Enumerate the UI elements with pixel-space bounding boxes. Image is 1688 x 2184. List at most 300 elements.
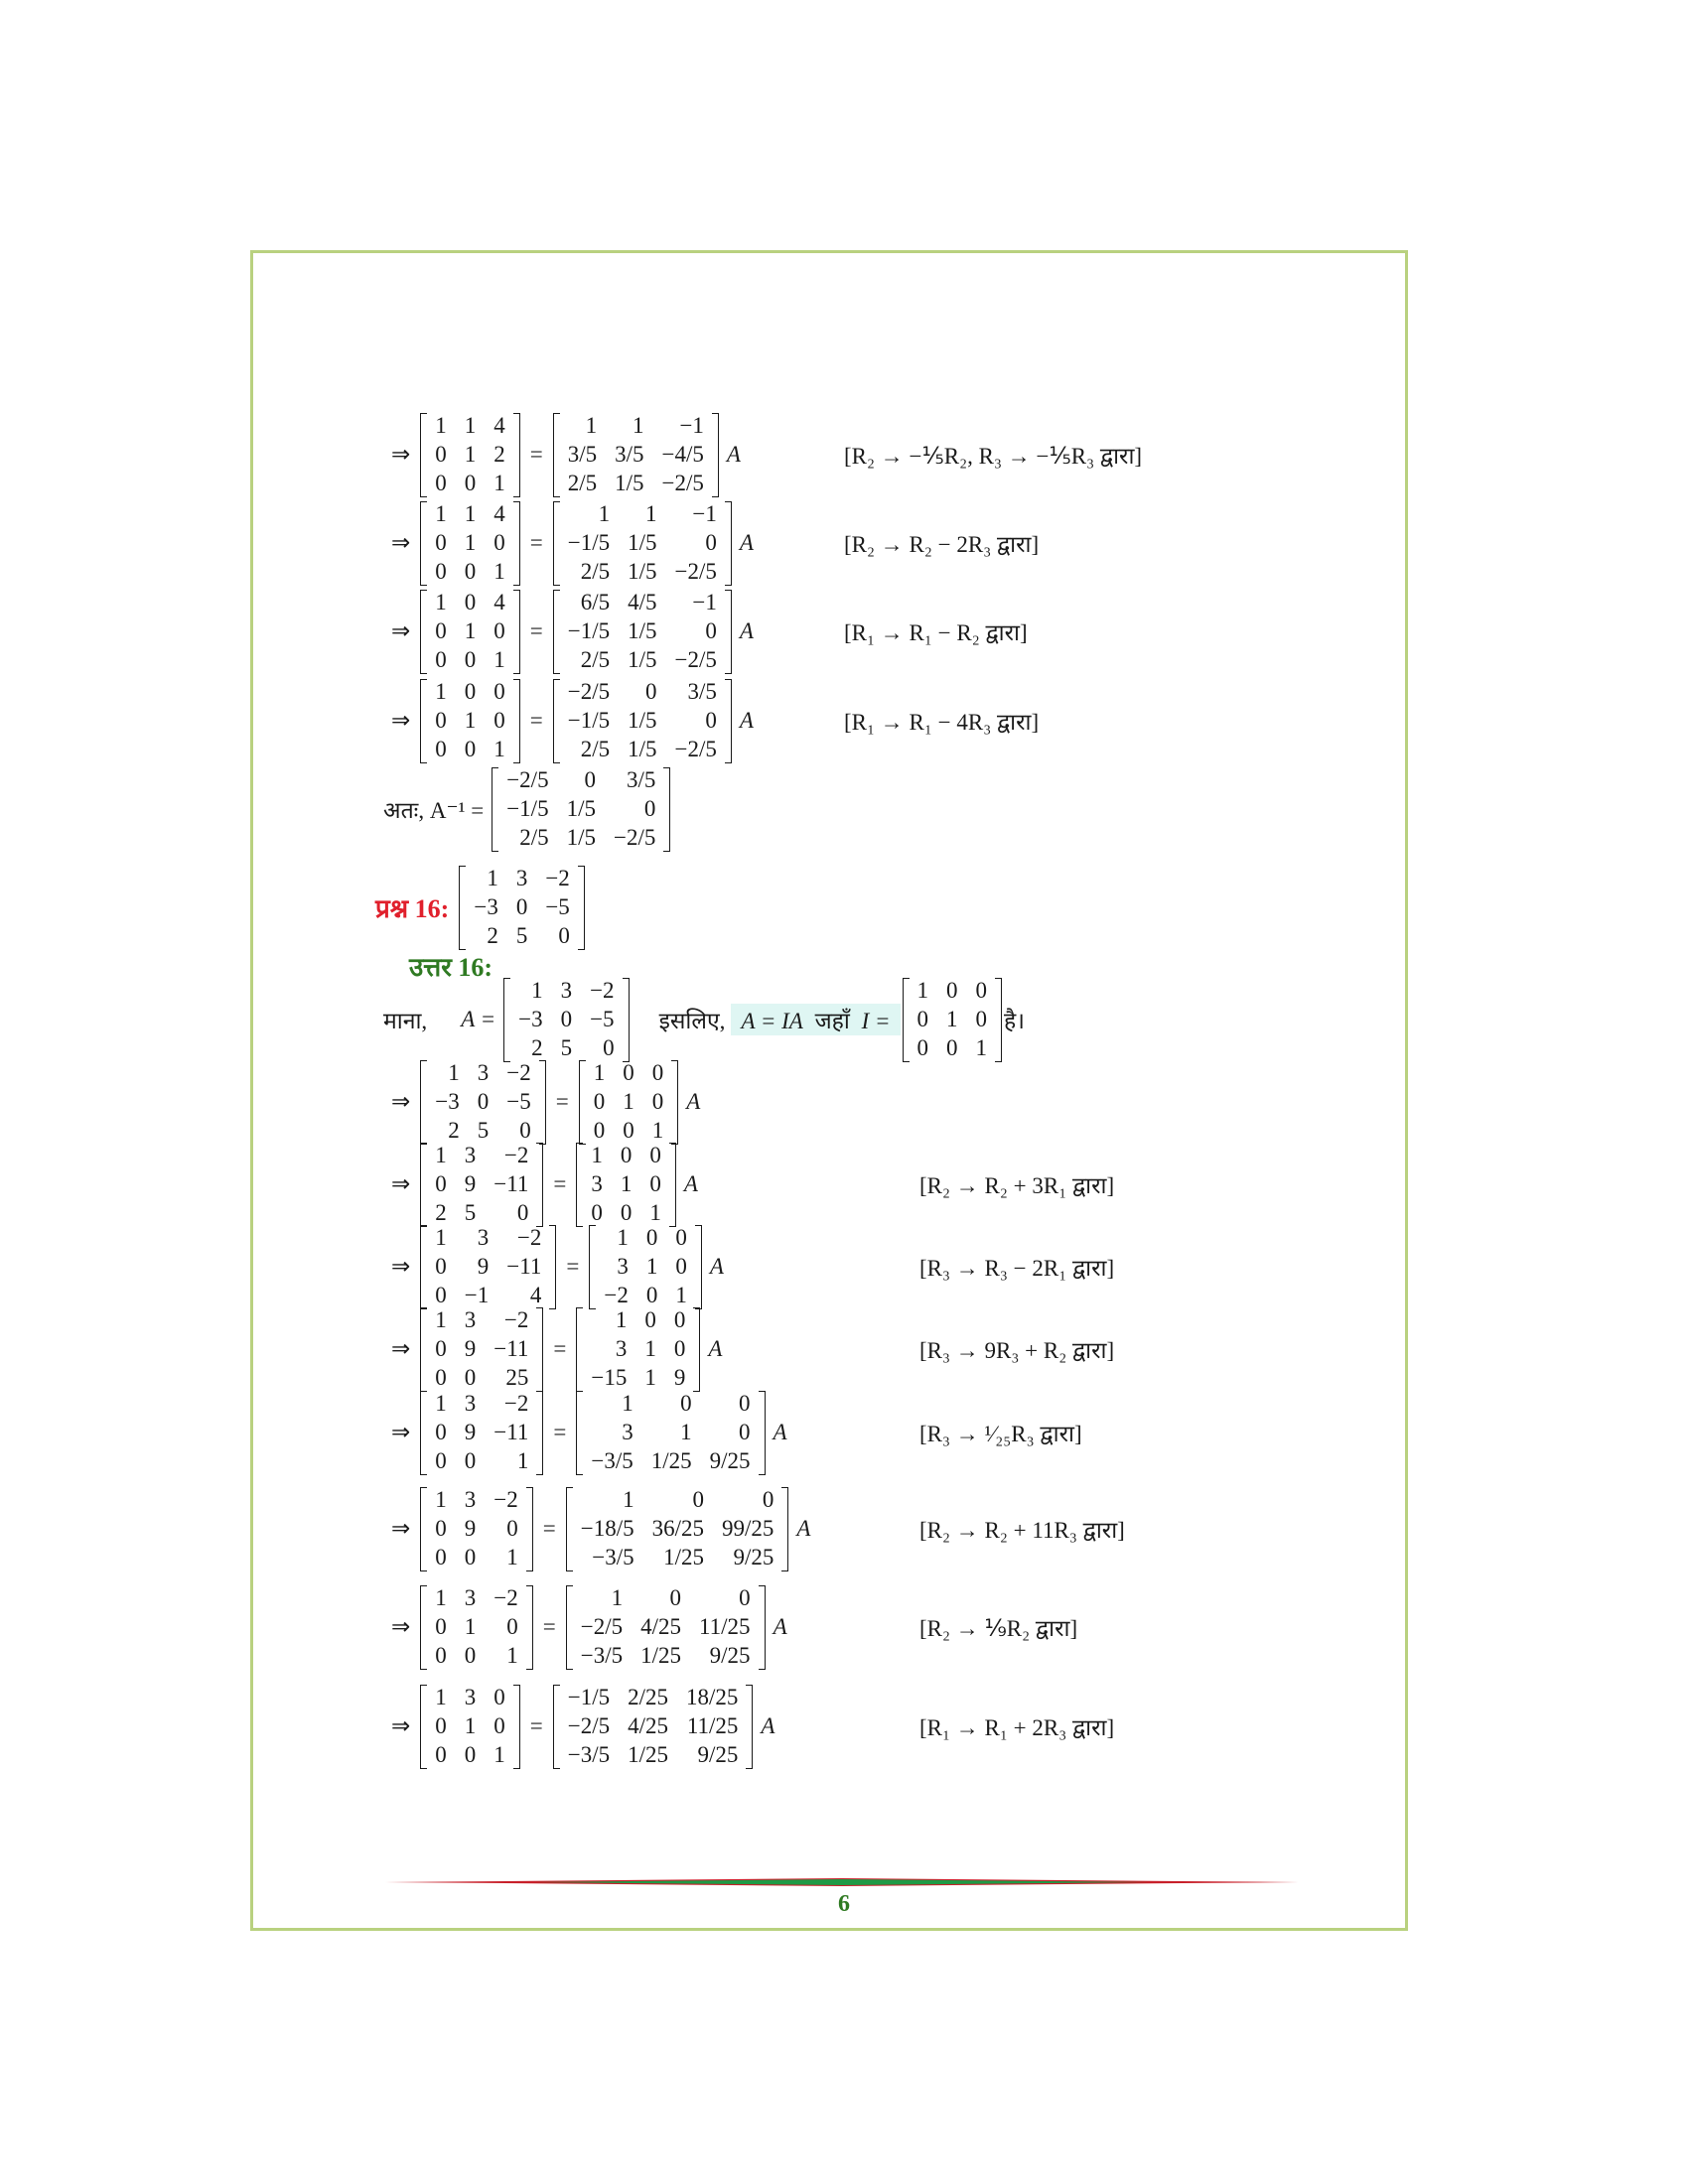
- matrix-cell: −2/5: [506, 767, 549, 792]
- lhs-matrix: [420, 1390, 543, 1476]
- matrix-cell: 0: [464, 559, 477, 584]
- lhs-matrix: [420, 1584, 532, 1671]
- inverse-result: [383, 764, 672, 854]
- matrix-cell: 4/5: [628, 590, 657, 614]
- matrix-cell: 0: [645, 679, 657, 704]
- question-16: [375, 863, 587, 952]
- matrix-cell: −2: [604, 1283, 629, 1307]
- matrix-cell: 1: [644, 1365, 656, 1390]
- implies-arrow: ⇒: [391, 1614, 411, 1639]
- row-operation-note: [R₂ → ⅑R₂ द्वारा]: [919, 1616, 1078, 1641]
- lhs-matrix: [420, 412, 520, 498]
- matrix-cell: 2/5: [567, 471, 598, 495]
- matrix-cell: 0: [435, 1448, 447, 1473]
- matrix-cell: 9: [464, 1420, 477, 1444]
- matrix-cell: 0: [620, 1200, 633, 1225]
- matrix-a-symbol: A: [739, 618, 754, 643]
- matrix-cell: 3: [515, 866, 528, 890]
- matrix-cell: 0: [435, 737, 447, 761]
- matrix-cell: 0: [477, 1089, 490, 1114]
- matrix-cell: 4/25: [628, 1713, 669, 1738]
- rhs-matrix: [553, 500, 732, 587]
- matrix-cell: −2/5: [674, 737, 717, 761]
- row-operation-note: [R₃ → 9R₃ + R₂ द्वारा]: [919, 1338, 1115, 1363]
- matrix-cell: 0: [464, 1742, 477, 1767]
- matrix-cell: −2: [503, 1391, 529, 1416]
- inverse-matrix: [492, 766, 670, 853]
- matrix-cell: 3: [464, 1487, 477, 1512]
- is-word: है।: [1004, 1009, 1025, 1033]
- matrix-a-symbol: A: [686, 1089, 701, 1114]
- matrix-cell: 0: [603, 1035, 615, 1060]
- matrix-cell: 1: [975, 1035, 987, 1060]
- equals-sign: =: [529, 618, 543, 643]
- matrix-cell: 11/25: [686, 1713, 739, 1738]
- matrix-cell: 2/5: [519, 825, 549, 850]
- matrix-cell: 1: [464, 708, 477, 733]
- implies-arrow: ⇒: [391, 708, 411, 733]
- matrix-cell: 2/5: [580, 559, 611, 584]
- matrix-cell: 0: [916, 1035, 928, 1060]
- matrix-cell: −1: [692, 590, 717, 614]
- derivation-step: [383, 1484, 1125, 1573]
- lhs-matrix: [420, 1224, 556, 1310]
- matrix-cell: 1: [493, 647, 505, 672]
- matrix-cell: 9/25: [709, 1448, 751, 1473]
- matrix-cell: 0: [584, 767, 596, 792]
- matrix-cell: 1: [435, 1225, 447, 1250]
- matrix-cell: 0: [435, 1545, 447, 1570]
- matrix-cell: −3: [474, 894, 498, 919]
- row-operation-note: [R₁ → R₁ + 2R₃ द्वारा]: [919, 1715, 1115, 1740]
- matrix-cell: 1/25: [650, 1448, 692, 1473]
- matrix-cell: 0: [435, 647, 447, 672]
- matrix-cell: 0: [519, 1118, 531, 1143]
- matrix-cell: 1: [448, 1060, 460, 1085]
- matrix-cell: 0: [435, 1713, 447, 1738]
- row-operation-note: [R₃ → ¹⁄₂₅R₃ द्वारा]: [919, 1422, 1082, 1446]
- matrix-cell: −2: [493, 1585, 518, 1610]
- matrix-cell: 0: [493, 1685, 505, 1709]
- a-equals: A =: [461, 1007, 496, 1031]
- matrix-cell: 0: [649, 1143, 661, 1167]
- matrix-cell: 0: [673, 1336, 686, 1361]
- matrix-cell: 99/25: [722, 1516, 774, 1541]
- matrix-cell: 0: [593, 1118, 606, 1143]
- highlighted-equation: [731, 1004, 900, 1035]
- matrix-cell: 0: [464, 737, 477, 761]
- matrix-cell: 1: [585, 413, 598, 438]
- matrix-cell: 2/5: [580, 647, 611, 672]
- matrix-cell: −3/5: [592, 1545, 634, 1570]
- matrix-cell: 0: [464, 647, 477, 672]
- matrix-cell: −2/5: [661, 471, 704, 495]
- matrix-cell: 1: [464, 501, 477, 526]
- matrix-cell: 1: [623, 1487, 634, 1512]
- matrix-cell: 0: [493, 618, 505, 643]
- matrix-cell: 0: [680, 1391, 692, 1416]
- matrix-cell: 1: [591, 1143, 603, 1167]
- matrix-cell: 0: [975, 978, 987, 1003]
- matrix-cell: 3: [464, 1685, 477, 1709]
- matrix-cell: 3/5: [626, 767, 656, 792]
- matrix-cell: 1: [435, 413, 447, 438]
- matrix-cell: 9/25: [697, 1742, 739, 1767]
- matrix-cell: 0: [692, 1487, 705, 1512]
- matrix-cell: 3/5: [615, 442, 644, 467]
- matrix-cell: −2/5: [674, 647, 717, 672]
- matrix-cell: 0: [643, 796, 656, 821]
- derivation-step: [383, 587, 1028, 676]
- rhs-matrix: [553, 412, 719, 498]
- matrix-cell: 1: [435, 590, 447, 614]
- rhs-matrix: [566, 1584, 766, 1671]
- matrix-cell: 1: [645, 1254, 658, 1279]
- matrix-cell: 3/5: [567, 442, 598, 467]
- matrix-cell: 0: [644, 1307, 656, 1332]
- matrix-cell: 0: [464, 590, 477, 614]
- equals-sign: =: [529, 530, 543, 555]
- lhs-matrix: [420, 1306, 543, 1393]
- matrix-cell: 2: [487, 923, 498, 948]
- matrix-cell: 0: [435, 1742, 447, 1767]
- matrix-cell: −3: [435, 1089, 460, 1114]
- matrix-cell: 1/5: [628, 647, 657, 672]
- implies-arrow: ⇒: [391, 1171, 411, 1196]
- matrix-cell: −5: [506, 1089, 531, 1114]
- matrix-cell: 1/5: [615, 471, 644, 495]
- matrix-cell: 1: [623, 1089, 634, 1114]
- matrix-cell: 5: [515, 923, 528, 948]
- matrix-cell: 0: [464, 679, 477, 704]
- matrix-cell: 0: [739, 1585, 751, 1610]
- matrix-cell: 0: [493, 708, 505, 733]
- implies-arrow: ⇒: [391, 1420, 411, 1444]
- matrix-cell: 2/25: [628, 1685, 669, 1709]
- matrix-cell: 0: [435, 708, 447, 733]
- implies-arrow: ⇒: [391, 530, 411, 555]
- matrix-cell: 3: [617, 1254, 629, 1279]
- matrix-cell: 0: [464, 1448, 477, 1473]
- question-label: प्रश्न 16:: [375, 894, 450, 923]
- matrix-cell: 9: [464, 1171, 477, 1196]
- matrix-cell: 1: [593, 1060, 606, 1085]
- matrix-cell: 0: [560, 1007, 573, 1031]
- matrix-cell: 0: [435, 1365, 447, 1390]
- matrix-cell: 2: [493, 442, 505, 467]
- matrix-cell: −1/5: [567, 1685, 611, 1709]
- matrix-cell: 0: [705, 530, 717, 555]
- matrix-cell: −15: [591, 1365, 628, 1390]
- matrix-cell: 4: [493, 501, 505, 526]
- matrix-cell: 0: [669, 1585, 682, 1610]
- rhs-matrix: [576, 1306, 700, 1393]
- matrix-cell: 0: [493, 1713, 505, 1738]
- matrix-cell: 0: [435, 1171, 447, 1196]
- equals-sign: =: [553, 1336, 567, 1361]
- matrix-cell: 1/5: [628, 530, 657, 555]
- rhs-matrix: [579, 1059, 679, 1146]
- matrix-cell: −2: [516, 1225, 542, 1250]
- equals-sign: =: [553, 1420, 567, 1444]
- matrix-cell: 1: [946, 1007, 958, 1031]
- matrix-cell: −2: [545, 866, 570, 890]
- answer-label: उत्तर 16:: [409, 953, 493, 982]
- lhs-matrix: [420, 589, 520, 675]
- matrix-a-symbol: A: [709, 1254, 724, 1279]
- rhs-matrix: [553, 589, 732, 675]
- implies-arrow: ⇒: [391, 1713, 411, 1738]
- matrix-a-symbol: A: [739, 708, 754, 733]
- matrix-cell: 0: [435, 471, 447, 495]
- rhs-matrix: [553, 1684, 754, 1770]
- matrix-cell: 4: [529, 1283, 542, 1307]
- matrix-cell: 1: [633, 413, 644, 438]
- matrix-cell: 0: [975, 1007, 987, 1031]
- matrix-cell: 1: [493, 471, 505, 495]
- matrix-cell: 1/5: [628, 559, 657, 584]
- matrix-cell: −2/5: [613, 825, 656, 850]
- matrix-cell: −2: [503, 1143, 529, 1167]
- matrix-cell: 1: [506, 1643, 518, 1668]
- matrix-cell: 0: [645, 1225, 658, 1250]
- matrix-cell: 1: [611, 1585, 624, 1610]
- matrix-cell: 9/25: [733, 1545, 774, 1570]
- matrix-cell: 1: [435, 1307, 447, 1332]
- lhs-matrix: [420, 678, 520, 764]
- matrix-cell: 1: [493, 559, 505, 584]
- implies-arrow: ⇒: [391, 1254, 411, 1279]
- matrix-cell: 0: [464, 471, 477, 495]
- row-operation-note: [R₂ → R₂ + 3R₁ द्वारा]: [919, 1173, 1115, 1198]
- implies-arrow: ⇒: [391, 1089, 411, 1114]
- lhs-matrix: [420, 1486, 532, 1572]
- matrix-cell: 3: [477, 1225, 490, 1250]
- matrix-cell: −2/5: [580, 1614, 624, 1639]
- matrix-cell: 0: [623, 1118, 634, 1143]
- matrix-cell: 0: [675, 1225, 687, 1250]
- matrix-cell: 9: [673, 1365, 686, 1390]
- matrix-a-symbol: A: [773, 1420, 787, 1444]
- matrix-cell: 1: [435, 1391, 447, 1416]
- matrix-cell: 5: [477, 1118, 490, 1143]
- matrix-cell: 0: [464, 1545, 477, 1570]
- matrix-cell: 0: [762, 1487, 774, 1512]
- rhs-matrix: [566, 1486, 789, 1572]
- matrix-cell: 0: [705, 708, 717, 733]
- matrix-cell: 3: [464, 1585, 477, 1610]
- matrix-cell: 9: [477, 1254, 490, 1279]
- equals-sign: =: [542, 1614, 556, 1639]
- matrix-cell: 1: [435, 679, 447, 704]
- implies-arrow: ⇒: [391, 442, 411, 467]
- row-operation-note: [R₃ → R₃ − 2R₁ द्वारा]: [919, 1256, 1115, 1281]
- matrix-cell: −1: [692, 501, 717, 526]
- matrix-cell: 1/25: [640, 1643, 682, 1668]
- matrix-cell: 1: [675, 1283, 687, 1307]
- matrix-cell: 1: [622, 1391, 633, 1416]
- matrix-cell: 3: [464, 1307, 477, 1332]
- matrix-cell: 0: [593, 1089, 606, 1114]
- matrix-cell: 3: [477, 1060, 490, 1085]
- matrix-cell: −2: [503, 1307, 529, 1332]
- derivation-step: [383, 1388, 1082, 1477]
- matrix-cell: −3/5: [580, 1643, 624, 1668]
- equals-sign: =: [566, 1254, 580, 1279]
- matrix-cell: 0: [623, 1060, 634, 1085]
- matrix-cell: 25: [505, 1365, 529, 1390]
- matrix-cell: 3/5: [687, 679, 717, 704]
- inverse-label: अतः, A⁻¹ =: [383, 798, 485, 823]
- matrix-cell: 1/25: [628, 1742, 669, 1767]
- matrix-cell: 3: [622, 1420, 633, 1444]
- matrix-cell: 9/25: [709, 1643, 751, 1668]
- matrix-cell: 0: [645, 1283, 658, 1307]
- row-operation-note: [R₂ → R₂ − 2R₃ द्वारा]: [844, 532, 1040, 557]
- matrix-a-symbol: A: [773, 1614, 787, 1639]
- matrix-cell: −11: [493, 1171, 529, 1196]
- matrix-cell: 0: [464, 1643, 477, 1668]
- derivation-step: [383, 676, 1040, 765]
- matrix-cell: 0: [739, 1420, 751, 1444]
- matrix-cell: 0: [620, 1143, 633, 1167]
- matrix-cell: 1/5: [628, 618, 657, 643]
- let-word: माना,: [383, 1009, 428, 1033]
- matrix-cell: 0: [464, 1365, 477, 1390]
- matrix-cell: 0: [435, 1614, 447, 1639]
- matrix-cell: 1: [487, 866, 498, 890]
- page-number: 6: [838, 1891, 850, 1917]
- matrix-cell: −1/5: [506, 796, 549, 821]
- matrix-cell: 2/5: [580, 737, 611, 761]
- row-operation-note: [R₂ → R₂ + 11R₃ द्वारा]: [919, 1518, 1125, 1543]
- matrix-cell: 4: [493, 413, 505, 438]
- matrix-cell: 0: [435, 1254, 447, 1279]
- matrix-cell: 1: [464, 1614, 477, 1639]
- derivation-step: [383, 410, 1143, 499]
- implies-arrow: ⇒: [391, 618, 411, 643]
- matrix-cell: −2/5: [567, 679, 611, 704]
- matrix-cell: 1: [598, 501, 611, 526]
- matrix-cell: −2: [590, 978, 615, 1003]
- matrix-cell: −3: [518, 1007, 543, 1031]
- matrix-cell: 0: [516, 1200, 529, 1225]
- matrix-cell: 0: [649, 1171, 661, 1196]
- matrix-a-symbol: A: [761, 1713, 775, 1738]
- matrix-cell: 1: [615, 1307, 628, 1332]
- matrix-cell: 9: [464, 1336, 477, 1361]
- matrix-cell: −3/5: [591, 1448, 633, 1473]
- footer-divider: [385, 1878, 1299, 1886]
- therefore-word: इसलिए,: [658, 1009, 726, 1033]
- matrix-cell: 1: [645, 501, 657, 526]
- matrix-cell: 1: [620, 1171, 633, 1196]
- matrix-a-symbol: A: [708, 1336, 723, 1361]
- matrix-cell: 1: [435, 1585, 447, 1610]
- matrix-cell: −3/5: [567, 1742, 611, 1767]
- matrix-cell: 4/25: [640, 1614, 682, 1639]
- matrix-cell: 1: [617, 1225, 629, 1250]
- matrix-cell: 0: [506, 1516, 518, 1541]
- matrix-cell: 3: [615, 1336, 628, 1361]
- matrix-cell: 1/25: [663, 1545, 705, 1570]
- matrix-cell: 5: [560, 1035, 573, 1060]
- matrix-cell: 3: [560, 978, 573, 1003]
- implies-arrow: ⇒: [391, 1516, 411, 1541]
- lhs-matrix: [420, 1142, 543, 1228]
- matrix-cell: 3: [464, 1391, 477, 1416]
- matrix-cell: 1: [435, 1685, 447, 1709]
- matrix-cell: 1: [435, 1487, 447, 1512]
- matrix-cell: 0: [435, 1516, 447, 1541]
- matrix-cell: −5: [545, 894, 570, 919]
- matrix-cell: 5: [464, 1200, 477, 1225]
- matrix-cell: 1: [644, 1336, 656, 1361]
- matrix-cell: 4: [493, 590, 505, 614]
- lhs-matrix: [420, 500, 520, 587]
- derivation-step: [383, 1057, 706, 1147]
- matrix-cell: −1/5: [567, 530, 611, 555]
- matrix-cell: 1: [493, 737, 505, 761]
- matrix-cell: −5: [590, 1007, 615, 1031]
- matrix-cell: 1: [651, 1118, 664, 1143]
- row-operation-note: [R₁ → R₁ − R₂ द्वारा]: [844, 620, 1028, 645]
- matrix-cell: 36/25: [651, 1516, 705, 1541]
- matrix-cell: 1: [435, 1143, 447, 1167]
- question-matrix: [459, 865, 584, 951]
- matrix-cell: 0: [651, 1060, 664, 1085]
- matrix-cell: 0: [435, 1420, 447, 1444]
- matrix-cell: 11/25: [699, 1614, 751, 1639]
- equals-sign: =: [555, 1089, 569, 1114]
- equals-sign: =: [529, 1713, 543, 1738]
- matrix-cell: −18/5: [580, 1516, 634, 1541]
- matrix-a-symbol: A: [683, 1171, 698, 1196]
- matrix-cell: 1: [464, 530, 477, 555]
- matrix-cell: 0: [946, 1035, 958, 1060]
- a-equals-ia: A = IA: [741, 1009, 803, 1033]
- matrix-cell: −2: [493, 1487, 518, 1512]
- matrix-cell: 3: [591, 1171, 603, 1196]
- equals-sign: =: [542, 1516, 556, 1541]
- matrix-a: [503, 977, 629, 1063]
- matrix-cell: −1: [679, 413, 704, 438]
- matrix-cell: 1/5: [566, 825, 596, 850]
- matrix-a-symbol: A: [739, 530, 754, 555]
- matrix-cell: −2: [506, 1060, 531, 1085]
- matrix-cell: 1/5: [628, 708, 657, 733]
- matrix-cell: 2: [448, 1118, 460, 1143]
- matrix-cell: 2: [435, 1200, 447, 1225]
- matrix-cell: 0: [435, 1643, 447, 1668]
- matrix-cell: −4/5: [661, 442, 704, 467]
- matrix-cell: 0: [946, 978, 958, 1003]
- rhs-matrix: [589, 1224, 701, 1310]
- matrix-cell: −2/5: [567, 1713, 611, 1738]
- row-operation-note: [R₁ → R₁ − 4R₃ द्वारा]: [844, 710, 1040, 735]
- matrix-cell: −11: [506, 1254, 542, 1279]
- matrix-cell: 1: [464, 413, 477, 438]
- matrix-cell: 9: [464, 1516, 477, 1541]
- matrix-cell: 1: [435, 501, 447, 526]
- matrix-cell: 1: [464, 618, 477, 643]
- matrix-cell: 0: [435, 530, 447, 555]
- derivation-step: [383, 1140, 1115, 1229]
- matrix-cell: 1/5: [566, 796, 596, 821]
- matrix-cell: −2/5: [674, 559, 717, 584]
- identity-matrix: [903, 977, 1003, 1063]
- matrix-a-symbol: A: [796, 1516, 811, 1541]
